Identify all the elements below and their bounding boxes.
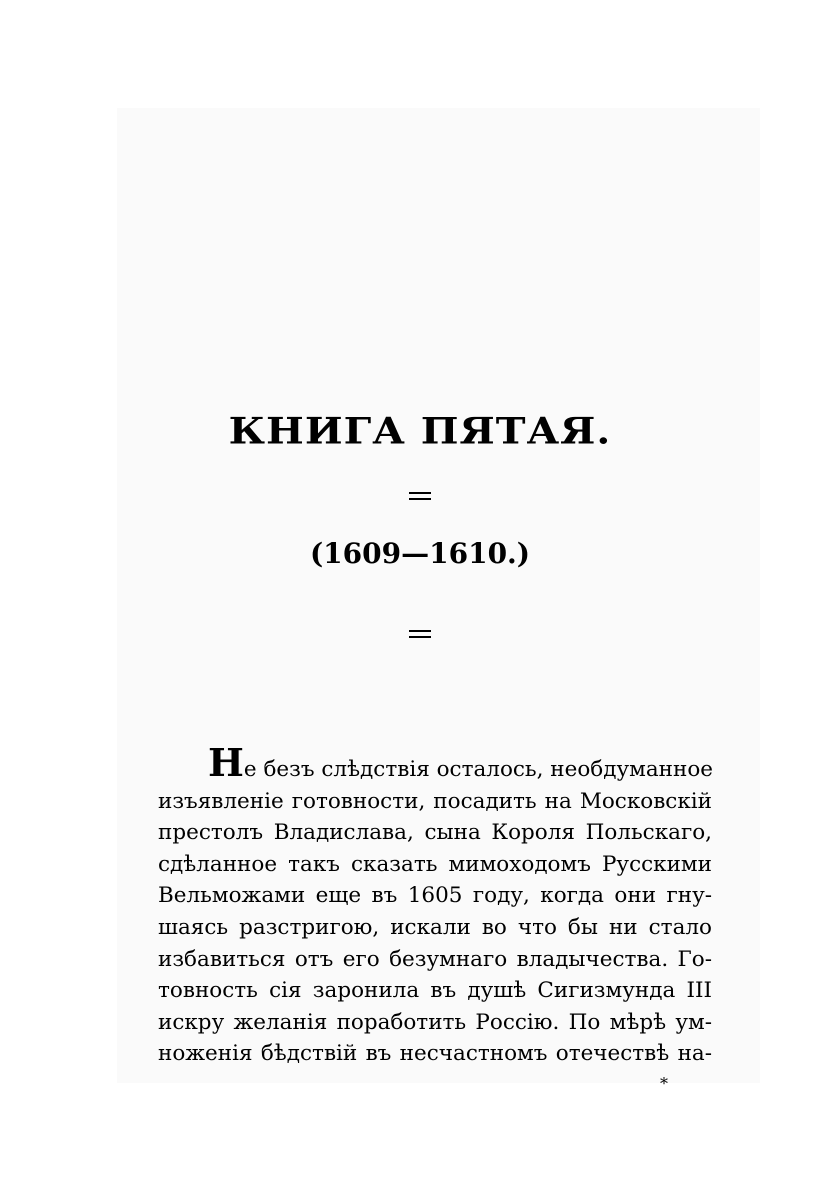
- text-line: шаясь разстригою, искали во что бы ни стало: [158, 914, 712, 940]
- text-line: товность сія заронила въ душѣ Сигизмунда III: [158, 978, 712, 1004]
- text-line: изъявленіе готовности, посадить на Московскій: [158, 788, 712, 814]
- book-title: КНИГА ПЯТАЯ.: [228, 410, 612, 453]
- text-line: Вельможами еще въ 1605 году, когда они гну-: [158, 883, 712, 909]
- body-paragraph: [158, 740, 714, 1070]
- text-line: сдѣланное такъ сказать мимоходомъ Русскими: [158, 851, 712, 877]
- footnote-mark: *: [660, 1074, 668, 1093]
- text-line: престолъ Владислава, сына Короля Польскаго,: [158, 820, 712, 846]
- text-line-content: е безъ слѣдствія осталось, необдуманное: [243, 757, 714, 782]
- text-line: [158, 740, 714, 786]
- double-rule-top: [409, 492, 431, 501]
- drop-cap: Н: [208, 740, 244, 785]
- text-line: искру желанія поработить Россію. По мѣрѣ ум-: [158, 1009, 712, 1035]
- years-heading: (1609—1610.): [309, 537, 531, 570]
- text-line: ноженія бѣдствій въ несчастномъ отечествѣ на-: [158, 1041, 712, 1067]
- text-line: избавиться отъ его безумнаго владычества. Го-: [158, 946, 712, 972]
- double-rule-bottom: [409, 630, 431, 639]
